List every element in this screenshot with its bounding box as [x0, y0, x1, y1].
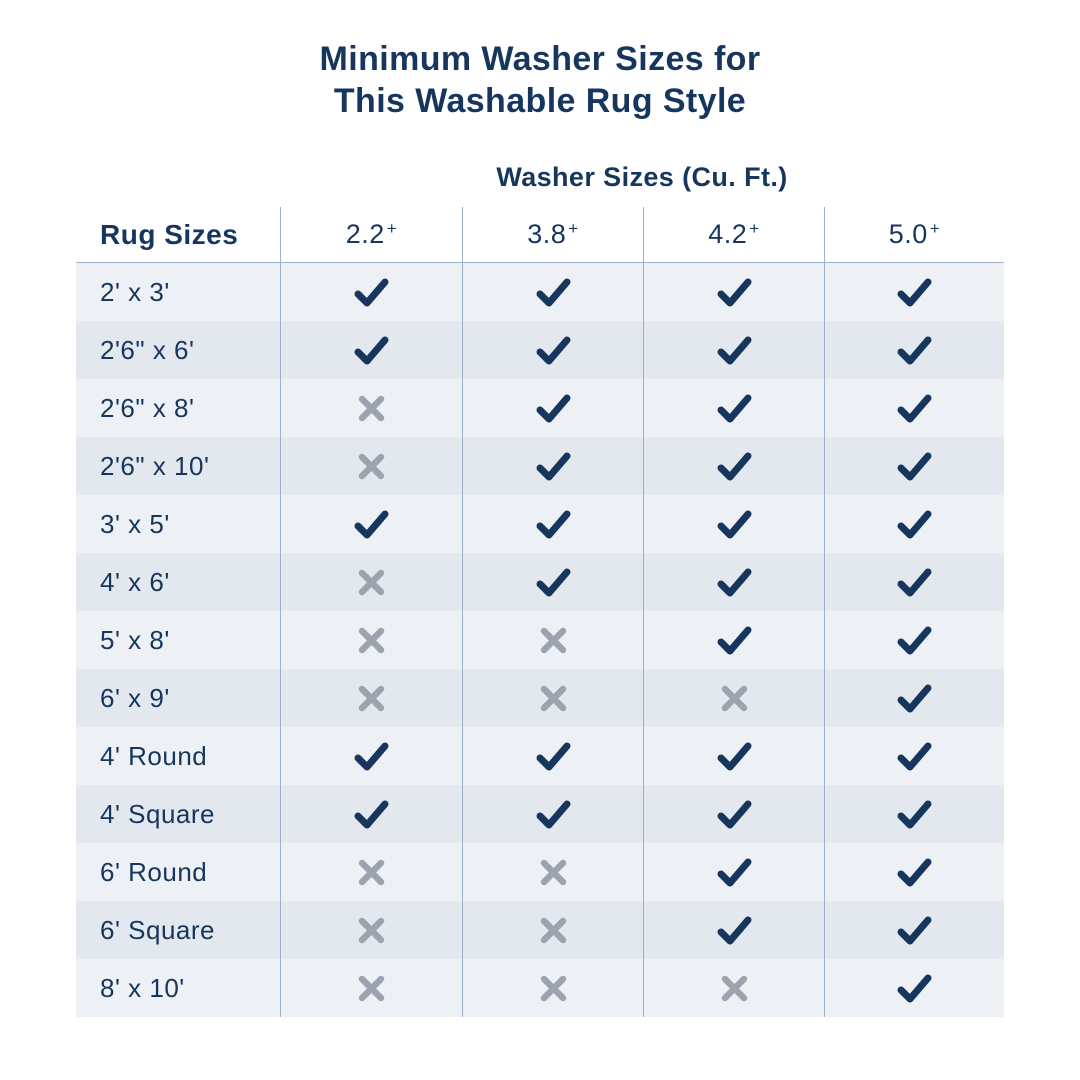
check-icon [896, 509, 933, 540]
table-row [76, 263, 1004, 321]
check-icon [896, 973, 933, 1004]
page-title-line2: This Washable Rug Style [333, 82, 747, 120]
table-row [76, 495, 1004, 553]
compatible-cell [824, 727, 1004, 785]
not-compatible-cell [280, 379, 462, 437]
washer-size-column-header: 4.2 + [643, 207, 824, 262]
check-icon [535, 277, 572, 308]
compatible-cell [462, 553, 643, 611]
not-compatible-cell [280, 669, 462, 727]
check-icon [896, 335, 933, 366]
compatible-cell [462, 495, 643, 553]
compatible-cell [643, 437, 824, 495]
check-icon [535, 393, 572, 424]
x-icon [356, 683, 387, 714]
x-icon [538, 857, 569, 888]
table-row [76, 727, 1004, 785]
check-icon [716, 915, 753, 946]
not-compatible-cell [280, 611, 462, 669]
x-icon [356, 567, 387, 598]
compatible-cell [643, 727, 824, 785]
rug-size-label: 4' Round [100, 740, 208, 771]
check-icon [353, 799, 390, 830]
check-icon [896, 393, 933, 424]
compatible-cell [643, 495, 824, 553]
check-icon [353, 335, 390, 366]
compatibility-table [76, 207, 1004, 1017]
check-icon [716, 335, 753, 366]
compatible-cell [462, 263, 643, 321]
compatible-cell [824, 785, 1004, 843]
table-row [76, 553, 1004, 611]
table-header-row [76, 207, 1004, 262]
check-icon [896, 625, 933, 656]
check-icon [896, 741, 933, 772]
check-icon [896, 451, 933, 482]
compatible-cell [824, 901, 1004, 959]
x-icon [356, 451, 387, 482]
rug-size-label: 2'6" x 6' [100, 334, 195, 365]
table-row [76, 437, 1004, 495]
washer-size-column-header: 2.2 + [280, 207, 462, 262]
table-row [76, 321, 1004, 379]
table-row [76, 611, 1004, 669]
compatible-cell [280, 727, 462, 785]
check-icon [716, 857, 753, 888]
check-icon [716, 799, 753, 830]
compatible-cell [824, 321, 1004, 379]
not-compatible-cell [280, 901, 462, 959]
rug-size-label: 6' Round [100, 856, 208, 887]
x-icon [719, 973, 750, 1004]
compatible-cell [462, 379, 643, 437]
table-row [76, 959, 1004, 1017]
rug-size-label: 2' x 3' [100, 276, 170, 307]
check-icon [716, 625, 753, 656]
rug-size-label: 4' x 6' [100, 566, 170, 597]
compatible-cell [824, 843, 1004, 901]
check-icon [535, 509, 572, 540]
compatible-cell [280, 495, 462, 553]
not-compatible-cell [462, 901, 643, 959]
compatible-cell [824, 553, 1004, 611]
x-icon [719, 683, 750, 714]
compatible-cell [643, 843, 824, 901]
not-compatible-cell [643, 669, 824, 727]
check-icon [535, 451, 572, 482]
table-body [76, 262, 1004, 1017]
compatible-cell [643, 321, 824, 379]
table-row [76, 379, 1004, 437]
rug-sizes-column-header: Rug Sizes [100, 218, 239, 250]
table-row [76, 901, 1004, 959]
rug-size-label: 6' x 9' [100, 682, 170, 713]
table-row [76, 669, 1004, 727]
x-icon [538, 915, 569, 946]
compatible-cell [824, 437, 1004, 495]
check-icon [716, 277, 753, 308]
x-icon [538, 683, 569, 714]
check-icon [896, 915, 933, 946]
compatible-cell [824, 379, 1004, 437]
compatible-cell [462, 785, 643, 843]
compatible-cell [280, 321, 462, 379]
washer-size-column-header: 3.8 + [462, 207, 643, 262]
check-icon [896, 567, 933, 598]
check-icon [716, 567, 753, 598]
check-icon [353, 741, 390, 772]
x-icon [538, 973, 569, 1004]
not-compatible-cell [280, 843, 462, 901]
rug-size-label: 8' x 10' [100, 972, 185, 1003]
rug-size-label: 6' Square [100, 914, 215, 945]
check-icon [896, 683, 933, 714]
washer-size-column-header: 5.0 + [824, 207, 1004, 262]
check-icon [535, 799, 572, 830]
compatible-cell [824, 611, 1004, 669]
x-icon [356, 857, 387, 888]
check-icon [716, 741, 753, 772]
x-icon [356, 973, 387, 1004]
page-title-line1: Minimum Washer Sizes for [319, 40, 761, 78]
check-icon [896, 857, 933, 888]
compatible-cell [643, 611, 824, 669]
compatible-cell [643, 263, 824, 321]
table-row [76, 785, 1004, 843]
check-icon [716, 451, 753, 482]
rug-size-label: 2'6" x 8' [100, 392, 195, 423]
check-icon [716, 509, 753, 540]
washer-sizes-group-header: Washer Sizes (Cu. Ft.) [496, 162, 788, 192]
rug-size-label: 5' x 8' [100, 624, 170, 655]
compatible-cell [643, 553, 824, 611]
not-compatible-cell [462, 611, 643, 669]
check-icon [896, 799, 933, 830]
check-icon [535, 335, 572, 366]
page-title [0, 38, 1080, 122]
not-compatible-cell [280, 437, 462, 495]
check-icon [353, 509, 390, 540]
x-icon [538, 625, 569, 656]
compatible-cell [280, 785, 462, 843]
x-icon [356, 393, 387, 424]
rug-size-label: 2'6" x 10' [100, 450, 210, 481]
compatible-cell [643, 785, 824, 843]
rug-size-label: 4' Square [100, 798, 215, 829]
compatible-cell [824, 263, 1004, 321]
x-icon [356, 625, 387, 656]
check-icon [896, 277, 933, 308]
compatible-cell [643, 379, 824, 437]
not-compatible-cell [643, 959, 824, 1017]
check-icon [716, 393, 753, 424]
check-icon [353, 277, 390, 308]
compatible-cell [462, 727, 643, 785]
not-compatible-cell [280, 553, 462, 611]
compatible-cell [824, 669, 1004, 727]
compatible-cell [824, 959, 1004, 1017]
rug-size-label: 3' x 5' [100, 508, 170, 539]
not-compatible-cell [462, 669, 643, 727]
not-compatible-cell [462, 959, 643, 1017]
compatible-cell [462, 437, 643, 495]
compatible-cell [280, 263, 462, 321]
not-compatible-cell [280, 959, 462, 1017]
compatible-cell [643, 901, 824, 959]
x-icon [356, 915, 387, 946]
table-row [76, 843, 1004, 901]
compatible-cell [462, 321, 643, 379]
not-compatible-cell [462, 843, 643, 901]
check-icon [535, 567, 572, 598]
compatible-cell [824, 495, 1004, 553]
check-icon [535, 741, 572, 772]
